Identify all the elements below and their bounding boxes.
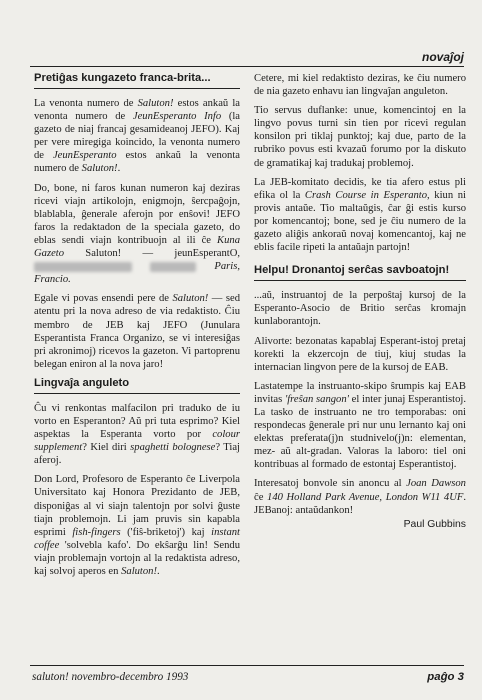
footer-issue: saluton! novembro-decembro 1993 bbox=[32, 671, 189, 683]
heading-rule bbox=[34, 88, 240, 89]
top-rule bbox=[30, 66, 464, 67]
redacted-address bbox=[34, 262, 132, 272]
left-column bbox=[34, 72, 240, 578]
article-heading-helpu: Helpu! Dronantoj serĉas savboatojn! bbox=[254, 264, 450, 277]
article-paragraph: Don Lord, Profesoro de Esperanto ĉe Liverpola Universitato kaj Honora Prezidanto de JEB, disponiĝas al vi siajn talentojn por solvi ĝuste tiajn problemojn. Li jam pruvis sin kapabla esprimi fish-fingers ('fiŝ-briketoj') kaj instant coffee 'solvebla kafo'. Do ekŝarĝu lin! Sendu viajn problemajn vortojn al la redaktista adreso, kaj solvoj aperos en Saluton!. bbox=[34, 474, 240, 577]
article-heading-kungazeto: Pretiĝas kungazeto franca-brita... bbox=[34, 72, 211, 84]
heading-rule bbox=[34, 393, 240, 394]
article-paragraph: Alivorte: bezonatas kapablaj Esperant-istoj pretaj korekti la ekzercojn de tiuj, kiuj studas la internacian lingvon pere de la kursoj de EAB. bbox=[254, 335, 466, 373]
article-paragraph: La JEB-komitato decidis, ke tia afero estus pli efika ol la Crash Course in Esperanto, kiun ni provis antaŭe. Tio maltaŭgis, ĉar ĝi estis kurso por komencantoj; bone, sed je ĉiu numero de la gazeto aliĝis ankoraŭ novaj komencantoj, kaj ne eblis facile ripeti la antaŭajn partojn! bbox=[254, 176, 466, 254]
bottom-rule bbox=[30, 665, 464, 666]
article-paragraph: ...aŭ, instruantoj de la perpoŝtaj kursoj de la Esperanto-Asocio de Britio serĉas kromajn kunlaborantojn. bbox=[254, 290, 466, 328]
article-paragraph: Ĉu vi renkontas malfacilon pri traduko de iu vorto en Esperanton? Aŭ pri tuta esprimo? Kiel aspektas la Esperanta vorto por colour supplement? Kiel diri spaghetti bolognese? Tiaj aferoj. bbox=[34, 402, 240, 467]
redacted-address bbox=[150, 262, 196, 272]
article-paragraph: Tio servus duflanke: unue, komencintoj en la lingvo povus turni sin tien por ricevi regulan konsilon pri tiklaj punktoj; kaj due, parto de la rubriko povus esti kvazaŭ forumo por la diskuto de gramatikaj kaj tradukaj problemoj. bbox=[254, 105, 466, 169]
article-paragraph: Do, bone, ni faros kunan numeron kaj deziras ricevi viajn artikolojn, enigmojn, ŝercpaĝojn, blablabla, ĝenerale aferojn por enŝovi! JEFO faros la redaktadon de la speciala gazeto, do eblas sendi viajn kontribuojn al ili ĉe Kuna Gazeto Saluton! — jeunEsperantO, Paris, Francio. bbox=[34, 182, 240, 286]
section-label: novaĵoj bbox=[421, 50, 464, 64]
article-paragraph: Interesatoj bonvole sin anoncu al Joan Dawson ĉe 140 Holland Park Avenue, London W11 4UF. JEBanoj: antaŭdankon! bbox=[254, 478, 466, 516]
right-column bbox=[254, 72, 466, 531]
article-paragraph: Cetere, mi kiel redaktisto deziras, ke ĉiu numero de nia gazeto enhavu ian lingvaĵan anguleton. bbox=[254, 73, 466, 98]
heading-rule bbox=[254, 280, 466, 281]
page-number: paĝo 3 bbox=[427, 671, 464, 683]
article-paragraph: Lastatempe la instruanto-skipo ŝrumpis kaj EAB invitas 'freŝan sangon' el inter junaj Esperantistoj. La tasko de instruanto ne tro temporabas: oni respondecas ĝenerale pri nur unu lernanto kaj oni elektas preferata(j)n studnivelo(j)n: elementan, mez- aŭ alt-gradan. Valoras la laboro: tiel oni kontribuas al formado de estontaj Esperantistoj. bbox=[254, 380, 466, 471]
author-signature: Paul Gubbins bbox=[403, 518, 466, 530]
article-heading-lingvajo: Lingvaĵa anguleto bbox=[34, 376, 130, 389]
article-paragraph: Egale vi povas ensendi pere de Saluton! — sed atentu pri la nova adreso de via redaktisto. Ĉiu membro de JEB kaj JEFO (Junulara Esperantista Franca Organizo, se vi interesiĝas pri akronimoj) ricevos la gazeton. Vi partoprenu belegan eniron al la nova jaro! bbox=[34, 293, 240, 370]
article-paragraph: La venonta numero de Saluton! estos ankaŭ la venonta numero de JeunEsperanto Info (la gazeto de niaj francaj gesamideanoj JEFO). Kaj per vere miregiga koincido, la venonta numero de JeunEsperanto estos ankaŭ la venonta numero de Saluton!. bbox=[34, 98, 241, 175]
